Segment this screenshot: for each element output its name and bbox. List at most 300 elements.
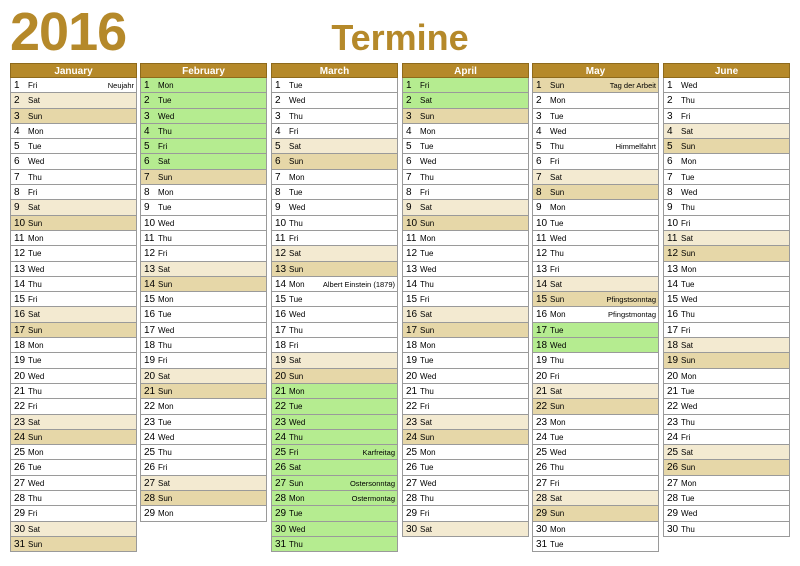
day-cell[interactable] <box>271 93 398 108</box>
day-cell[interactable] <box>402 369 529 384</box>
day-cell[interactable] <box>532 369 659 384</box>
day-cell[interactable] <box>10 384 137 399</box>
day-number: 13 <box>144 263 156 275</box>
day-cell[interactable] <box>663 430 790 445</box>
weekday-label: Tue <box>550 539 564 549</box>
weekday-label: Wed <box>289 417 306 427</box>
day-cell[interactable] <box>271 170 398 185</box>
day-number: 26 <box>406 462 418 474</box>
weekday-label: Tue <box>681 172 695 182</box>
day-cell[interactable] <box>663 307 790 322</box>
day-cell[interactable] <box>402 231 529 246</box>
day-number: 20 <box>667 370 679 382</box>
day-cell[interactable] <box>532 124 659 139</box>
day-cell[interactable] <box>140 200 267 215</box>
day-cell[interactable] <box>271 307 398 322</box>
day-cell[interactable] <box>10 292 137 307</box>
weekday-label: Sun <box>289 371 304 381</box>
day-cell[interactable] <box>663 384 790 399</box>
day-number: 11 <box>536 232 547 244</box>
day-cell[interactable] <box>532 262 659 277</box>
day-cell[interactable] <box>532 292 659 307</box>
day-cell[interactable] <box>10 491 137 506</box>
weekday-label: Tue <box>420 249 434 259</box>
day-number: 1 <box>667 80 673 91</box>
day-cell[interactable] <box>532 216 659 231</box>
day-cell[interactable] <box>140 369 267 384</box>
day-cell[interactable] <box>271 353 398 368</box>
weekday-label: Sat <box>28 203 41 213</box>
weekday-label: Sun <box>550 295 565 305</box>
weekday-label: Tue <box>420 142 434 152</box>
day-cell[interactable] <box>663 369 790 384</box>
day-number: 21 <box>536 385 548 397</box>
weekday-label: Sun <box>158 386 173 396</box>
day-cell[interactable] <box>140 216 267 231</box>
day-cell[interactable] <box>402 384 529 399</box>
day-cell[interactable] <box>402 460 529 475</box>
day-cell[interactable] <box>140 78 267 93</box>
day-cell[interactable] <box>532 384 659 399</box>
day-number: 29 <box>144 508 156 520</box>
day-cell[interactable] <box>532 200 659 215</box>
day-cell[interactable] <box>402 338 529 353</box>
weekday-label: Sun <box>550 509 565 519</box>
day-cell[interactable] <box>271 460 398 475</box>
day-cell[interactable] <box>532 154 659 169</box>
day-cell[interactable] <box>663 124 790 139</box>
weekday-label: Mon <box>28 448 44 458</box>
weekday-label: Sat <box>420 96 433 106</box>
day-number: 22 <box>14 401 26 413</box>
day-cell[interactable] <box>140 476 267 491</box>
day-cell[interactable] <box>10 323 137 338</box>
day-cell[interactable] <box>402 415 529 430</box>
day-cell[interactable] <box>140 353 267 368</box>
day-cell[interactable] <box>140 231 267 246</box>
day-cell[interactable] <box>10 307 137 322</box>
day-cell[interactable] <box>532 353 659 368</box>
day-cell[interactable] <box>10 522 137 537</box>
day-cell[interactable] <box>532 246 659 261</box>
day-number: 7 <box>144 171 150 183</box>
weekday-label: Mon <box>550 310 566 320</box>
day-cell[interactable] <box>10 78 137 93</box>
weekday-label: Sun <box>550 402 565 412</box>
day-cell[interactable] <box>271 506 398 521</box>
day-cell[interactable] <box>402 323 529 338</box>
weekday-label: Fri <box>420 188 430 198</box>
day-number: 1 <box>536 80 542 91</box>
weekday-label: Sat <box>550 279 563 289</box>
day-cell[interactable] <box>663 93 790 108</box>
day-number: 27 <box>14 477 26 489</box>
day-cell[interactable] <box>271 292 398 307</box>
day-cell[interactable] <box>10 216 137 231</box>
day-number: 15 <box>536 294 548 306</box>
day-cell[interactable] <box>532 537 659 552</box>
weekday-label: Mon <box>158 188 174 198</box>
day-cell[interactable] <box>402 476 529 491</box>
day-cell[interactable] <box>271 491 398 506</box>
day-cell[interactable] <box>663 445 790 460</box>
day-cell[interactable] <box>663 292 790 307</box>
day-cell[interactable] <box>10 93 137 108</box>
day-cell[interactable] <box>10 246 137 261</box>
weekday-label: Tue <box>158 417 172 427</box>
day-number: 9 <box>14 202 20 214</box>
day-cell[interactable] <box>663 231 790 246</box>
day-cell[interactable] <box>140 506 267 521</box>
day-cell[interactable] <box>140 246 267 261</box>
day-cell[interactable] <box>140 491 267 506</box>
weekday-label: Sun <box>681 142 696 152</box>
day-number: 29 <box>14 508 26 520</box>
day-cell[interactable] <box>271 323 398 338</box>
weekday-label: Mon <box>158 509 174 519</box>
day-cell[interactable] <box>402 246 529 261</box>
event-note: Ostersonntag <box>349 478 395 488</box>
day-cell[interactable] <box>663 200 790 215</box>
day-number: 31 <box>536 538 548 550</box>
day-number: 17 <box>406 324 418 336</box>
day-number: 16 <box>406 309 418 321</box>
day-number: 21 <box>667 385 679 397</box>
day-cell[interactable] <box>140 124 267 139</box>
month-april <box>402 63 529 537</box>
weekday-label: Thu <box>28 279 42 289</box>
day-cell[interactable] <box>10 277 137 292</box>
day-cell[interactable] <box>10 139 137 154</box>
weekday-label: Tue <box>28 249 42 259</box>
day-cell[interactable] <box>663 338 790 353</box>
day-cell[interactable] <box>10 445 137 460</box>
day-cell[interactable] <box>271 216 398 231</box>
weekday-label: Mon <box>681 157 697 167</box>
day-cell[interactable] <box>532 338 659 353</box>
weekday-label: Fri <box>681 432 691 442</box>
day-cell[interactable] <box>271 445 398 460</box>
day-number: 9 <box>406 202 412 214</box>
day-cell[interactable] <box>402 445 529 460</box>
weekday-label: Mon <box>289 172 305 182</box>
day-cell[interactable] <box>663 415 790 430</box>
weekday-label: Tue <box>158 310 172 320</box>
day-cell[interactable] <box>402 353 529 368</box>
weekday-label: Fri <box>420 402 430 412</box>
day-cell[interactable] <box>271 200 398 215</box>
day-cell[interactable] <box>140 185 267 200</box>
day-cell[interactable] <box>402 78 529 93</box>
day-cell[interactable] <box>140 277 267 292</box>
day-cell[interactable] <box>10 353 137 368</box>
day-number: 13 <box>14 263 26 275</box>
day-cell[interactable] <box>402 154 529 169</box>
day-cell[interactable] <box>271 384 398 399</box>
day-cell[interactable] <box>10 369 137 384</box>
day-cell[interactable] <box>532 170 659 185</box>
day-cell[interactable] <box>271 399 398 414</box>
day-cell[interactable] <box>140 415 267 430</box>
day-number: 25 <box>667 447 679 459</box>
day-cell[interactable] <box>271 154 398 169</box>
day-cell[interactable] <box>663 506 790 521</box>
day-number: 24 <box>275 431 287 443</box>
weekday-label: Tue <box>420 463 434 473</box>
weekday-label: Sat <box>289 463 302 473</box>
day-cell[interactable] <box>663 491 790 506</box>
day-number: 1 <box>14 80 20 91</box>
day-cell[interactable] <box>663 78 790 93</box>
day-cell[interactable] <box>663 476 790 491</box>
day-number: 28 <box>14 493 26 505</box>
weekday-label: Sat <box>289 249 302 259</box>
day-cell[interactable] <box>140 262 267 277</box>
weekday-label: Thu <box>550 356 564 366</box>
day-number: 14 <box>14 278 26 290</box>
day-cell[interactable] <box>140 384 267 399</box>
day-number: 26 <box>667 462 679 474</box>
weekday-label: Tue <box>681 386 695 396</box>
month-february <box>140 63 267 522</box>
day-cell[interactable] <box>140 292 267 307</box>
weekday-label: Sun <box>158 279 173 289</box>
weekday-label: Tue <box>28 463 42 473</box>
day-cell[interactable] <box>10 154 137 169</box>
day-cell[interactable] <box>10 476 137 491</box>
day-cell[interactable] <box>663 399 790 414</box>
day-cell[interactable] <box>271 338 398 353</box>
day-cell[interactable] <box>10 109 137 124</box>
weekday-label: Sat <box>420 417 433 427</box>
day-cell[interactable] <box>140 109 267 124</box>
weekday-label: Fri <box>289 448 299 458</box>
weekday-label: Fri <box>158 463 168 473</box>
day-cell[interactable] <box>140 338 267 353</box>
day-cell[interactable] <box>10 200 137 215</box>
day-cell[interactable] <box>402 109 529 124</box>
day-number: 29 <box>667 508 679 520</box>
day-cell[interactable] <box>663 277 790 292</box>
day-cell[interactable] <box>271 231 398 246</box>
day-cell[interactable] <box>10 170 137 185</box>
day-cell[interactable] <box>271 430 398 445</box>
day-number: 8 <box>667 187 673 199</box>
day-number: 14 <box>144 278 156 290</box>
day-cell[interactable] <box>532 522 659 537</box>
day-cell[interactable] <box>271 262 398 277</box>
day-cell[interactable] <box>10 460 137 475</box>
weekday-label: Sat <box>681 341 694 351</box>
day-cell[interactable] <box>402 170 529 185</box>
weekday-label: Wed <box>158 218 175 228</box>
day-number: 22 <box>275 401 287 413</box>
day-cell[interactable] <box>402 292 529 307</box>
day-number: 17 <box>275 324 287 336</box>
day-cell[interactable] <box>532 231 659 246</box>
day-cell[interactable] <box>140 323 267 338</box>
weekday-label: Wed <box>158 325 175 335</box>
weekday-label: Mon <box>289 279 305 289</box>
day-cell[interactable] <box>532 491 659 506</box>
weekday-label: Tue <box>28 142 42 152</box>
day-cell[interactable] <box>532 445 659 460</box>
month-header: April <box>402 63 529 78</box>
day-cell[interactable] <box>140 460 267 475</box>
day-cell[interactable] <box>402 216 529 231</box>
day-number: 19 <box>406 355 418 367</box>
day-cell[interactable] <box>271 78 398 93</box>
day-cell[interactable] <box>140 307 267 322</box>
weekday-label: Tue <box>550 218 564 228</box>
day-number: 20 <box>144 370 156 382</box>
day-number: 15 <box>275 294 287 306</box>
day-cell[interactable] <box>10 124 137 139</box>
day-cell[interactable] <box>10 415 137 430</box>
day-cell[interactable] <box>271 415 398 430</box>
day-cell[interactable] <box>663 460 790 475</box>
day-cell[interactable] <box>663 109 790 124</box>
day-cell[interactable] <box>271 246 398 261</box>
day-cell[interactable] <box>532 78 659 93</box>
day-cell[interactable] <box>271 139 398 154</box>
day-number: 23 <box>536 416 548 428</box>
day-cell[interactable] <box>10 537 137 552</box>
day-cell[interactable] <box>663 323 790 338</box>
day-cell[interactable] <box>532 323 659 338</box>
day-cell[interactable] <box>10 231 137 246</box>
day-cell[interactable] <box>140 139 267 154</box>
day-number: 26 <box>14 462 26 474</box>
day-cell[interactable] <box>402 399 529 414</box>
day-number: 18 <box>536 340 548 352</box>
weekday-label: Mon <box>420 448 436 458</box>
day-cell[interactable] <box>402 491 529 506</box>
day-cell[interactable] <box>140 154 267 169</box>
day-number: 10 <box>536 217 548 229</box>
day-cell[interactable] <box>532 109 659 124</box>
day-cell[interactable] <box>663 522 790 537</box>
day-cell[interactable] <box>140 445 267 460</box>
day-cell[interactable] <box>663 170 790 185</box>
day-cell[interactable] <box>532 399 659 414</box>
day-cell[interactable] <box>10 185 137 200</box>
day-number: 23 <box>14 416 26 428</box>
day-cell[interactable] <box>10 262 137 277</box>
weekday-label: Thu <box>681 310 695 320</box>
day-number: 21 <box>14 385 26 397</box>
day-cell[interactable] <box>532 93 659 108</box>
weekday-label: Sun <box>28 218 43 228</box>
day-cell[interactable] <box>271 476 398 491</box>
weekday-label: Sat <box>158 371 171 381</box>
day-cell[interactable] <box>271 124 398 139</box>
day-cell[interactable] <box>140 170 267 185</box>
day-cell[interactable] <box>402 124 529 139</box>
weekday-label: Fri <box>28 188 38 198</box>
day-cell[interactable] <box>271 109 398 124</box>
day-cell[interactable] <box>663 353 790 368</box>
day-cell[interactable] <box>663 154 790 169</box>
weekday-label: Fri <box>420 295 430 305</box>
day-cell[interactable] <box>532 476 659 491</box>
day-number: 5 <box>667 141 673 153</box>
day-number: 29 <box>536 508 548 520</box>
day-number: 4 <box>144 125 150 137</box>
day-cell[interactable] <box>402 139 529 154</box>
day-cell[interactable] <box>402 200 529 215</box>
day-number: 29 <box>406 508 418 520</box>
day-cell[interactable] <box>532 185 659 200</box>
day-cell[interactable] <box>402 185 529 200</box>
day-cell[interactable] <box>140 430 267 445</box>
day-cell[interactable] <box>402 277 529 292</box>
day-cell[interactable] <box>663 216 790 231</box>
day-cell[interactable] <box>271 522 398 537</box>
day-cell[interactable] <box>532 277 659 292</box>
day-number: 31 <box>275 538 287 550</box>
weekday-label: Wed <box>289 524 306 534</box>
day-cell[interactable] <box>402 430 529 445</box>
day-number: 7 <box>275 171 281 183</box>
day-cell[interactable] <box>271 369 398 384</box>
day-cell[interactable] <box>10 430 137 445</box>
day-cell[interactable] <box>402 506 529 521</box>
day-cell[interactable] <box>663 139 790 154</box>
weekday-label: Wed <box>289 310 306 320</box>
weekday-label: Tue <box>681 494 695 504</box>
weekday-label: Wed <box>550 341 567 351</box>
day-cell[interactable] <box>271 185 398 200</box>
day-cell[interactable] <box>663 262 790 277</box>
day-cell[interactable] <box>532 506 659 521</box>
weekday-label: Fri <box>28 295 38 305</box>
day-cell[interactable] <box>140 93 267 108</box>
day-cell[interactable] <box>402 522 529 537</box>
day-cell[interactable] <box>532 307 659 322</box>
event-note: Himmelfahrt <box>615 142 656 152</box>
weekday-label: Sun <box>28 111 43 121</box>
day-number: 18 <box>406 340 418 352</box>
day-cell[interactable] <box>10 338 137 353</box>
weekday-label: Sat <box>28 417 41 427</box>
day-cell[interactable] <box>271 277 398 292</box>
day-cell[interactable] <box>532 460 659 475</box>
weekday-label: Tue <box>681 279 695 289</box>
day-cell[interactable] <box>140 399 267 414</box>
day-cell[interactable] <box>402 262 529 277</box>
weekday-label: Wed <box>420 478 437 488</box>
day-number: 17 <box>144 324 156 336</box>
weekday-label: Wed <box>289 96 306 106</box>
day-cell[interactable] <box>402 93 529 108</box>
day-cell[interactable] <box>10 399 137 414</box>
day-cell[interactable] <box>663 185 790 200</box>
day-number: 15 <box>667 294 679 306</box>
month-june <box>663 63 790 537</box>
day-cell[interactable] <box>532 415 659 430</box>
day-cell[interactable] <box>10 506 137 521</box>
day-cell[interactable] <box>402 307 529 322</box>
weekday-label: Wed <box>681 402 698 412</box>
day-cell[interactable] <box>663 246 790 261</box>
day-cell[interactable] <box>532 139 659 154</box>
day-cell[interactable] <box>271 537 398 552</box>
month-header: February <box>140 63 267 78</box>
weekday-label: Sun <box>289 157 304 167</box>
day-number: 19 <box>275 355 287 367</box>
day-cell[interactable] <box>532 430 659 445</box>
